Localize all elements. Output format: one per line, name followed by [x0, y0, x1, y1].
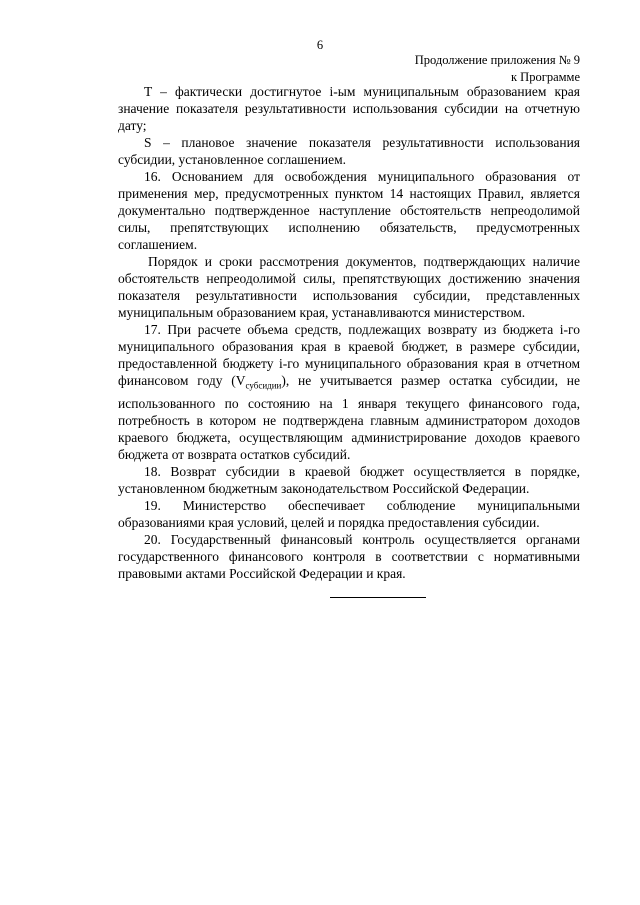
paragraph-17 — [118, 321, 580, 463]
page-number: 6 — [316, 38, 324, 52]
paragraph-17-part1: 17. При расчете объема средств, подлежащих возврату из бюджета i-го муниципального образования края в краевой бюджет, в размере субсидии, предоставленной бюджету i-го муниципального образования края в отчетном финансовом году (V — [118, 322, 580, 388]
appendix-subtitle: к Программе — [510, 70, 580, 84]
paragraph-17-subscript: субсидии — [245, 380, 282, 391]
paragraph-16-procedure: Порядок и сроки рассмотрения документов, подтверждающих наличие обстоятельств непреодолимой силы, препятствующих достижению значения показателя результативности использования субсидии, представленных муниципальным образованием края, устанавливаются министерством. — [118, 254, 580, 320]
paragraph-17-part2: ), не учитывается размер остатка субсидии, не использованного по состоянию на 1 января текущего финансового года, потребность в котором не подтверждена главным администратором доходов краевого бюджета, осуществляющим администрирование доходов краевого бюджета от возврата остатков субсидий. — [118, 373, 580, 462]
paragraph-16: 16. Основанием для освобождения муниципального образования от применения мер, предусмотренных пунктом 14 настоящих Правил, является документально подтвержденное наступление обстоятельств непреодолимой силы, препятствующих исполнению обязательств, предусмотренных соглашением. — [118, 169, 580, 252]
appendix-header — [415, 52, 580, 86]
document-body — [118, 83, 580, 582]
appendix-title: Продолжение приложения № 9 — [414, 53, 580, 67]
paragraph-20: 20. Государственный финансовый контроль осуществляется органами государственного финансового контроля в соответствии с нормативными правовыми актами Российской Федерации и края. — [118, 531, 580, 581]
paragraph-s-definition: S – плановое значение показателя результативности использования субсидии, установленное соглашением. — [118, 135, 580, 167]
paragraph-18: 18. Возврат субсидии в краевой бюджет осуществляется в порядке, установленном бюджетным законодательством Российской Федерации. — [118, 463, 580, 496]
paragraph-19: 19. Министерство обеспечивает соблюдение муниципальными образованиями края условий, целей и порядка предоставления субсидии. — [118, 497, 580, 530]
end-divider — [330, 597, 426, 598]
paragraph-t-definition: T – фактически достигнутое i-ым муниципальным образованием края значение показателя результативности использования субсидии на отчетную дату; — [118, 84, 580, 133]
